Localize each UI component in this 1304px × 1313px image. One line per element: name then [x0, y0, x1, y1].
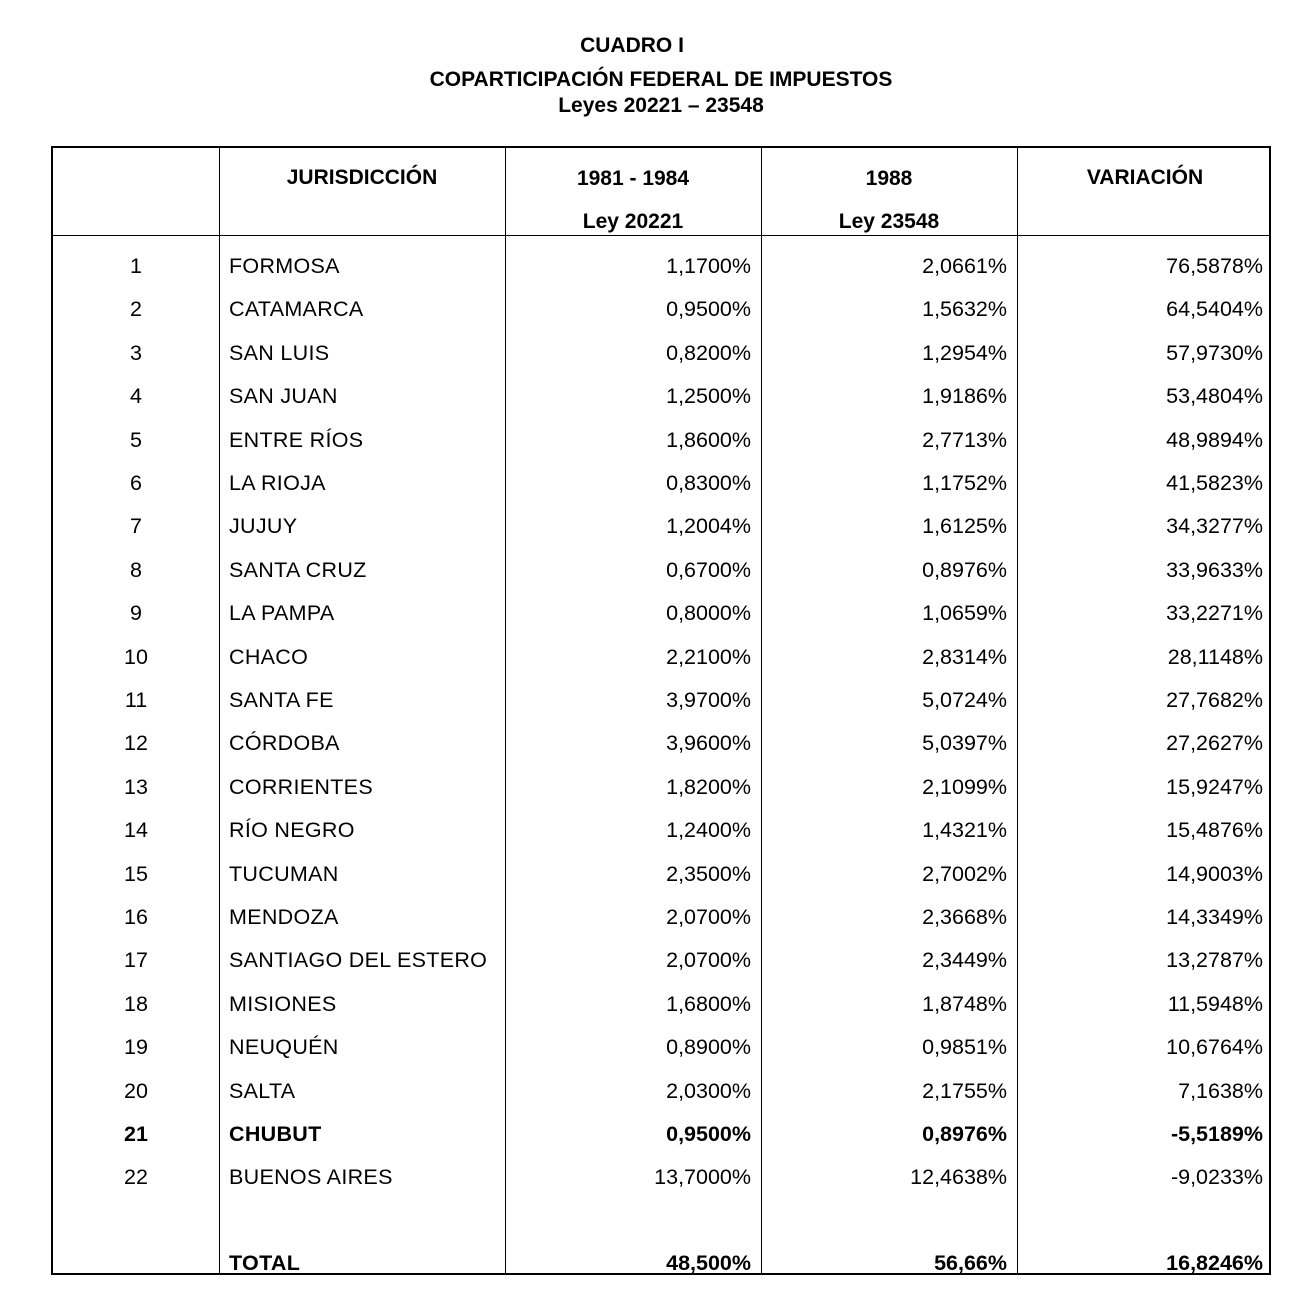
- period1-share: 0,8900%: [666, 1035, 751, 1060]
- period2-share: 1,5632%: [922, 297, 1007, 322]
- period1-share: 1,2500%: [666, 384, 751, 409]
- table-row: [53, 902, 1269, 932]
- table-row: [53, 642, 1269, 672]
- variation-value: 34,3277%: [1166, 514, 1263, 539]
- period1-share: 13,7000%: [654, 1165, 751, 1190]
- table-row: [53, 1032, 1269, 1062]
- variation-value: 53,4804%: [1166, 384, 1263, 409]
- jurisdiction-name: SANTIAGO DEL ESTERO: [229, 948, 488, 973]
- period2-share: 0,8976%: [922, 557, 1007, 582]
- table-row: [53, 555, 1269, 585]
- table-row: [53, 511, 1269, 541]
- variation-value: 15,9247%: [1166, 774, 1263, 799]
- jurisdiction-name: BUENOS AIRES: [229, 1165, 393, 1190]
- total-row: [53, 1248, 1269, 1278]
- period2-share: 0,9851%: [922, 1035, 1007, 1060]
- period2-share: 5,0397%: [922, 731, 1007, 756]
- period1-share: 1,8200%: [666, 774, 751, 799]
- period1-share: 2,0300%: [666, 1078, 751, 1103]
- document-title: COPARTICIPACIÓN FEDERAL DE IMPUESTOS: [429, 68, 893, 91]
- jurisdiction-name: ENTRE RÍOS: [229, 427, 364, 452]
- table-row: [53, 1162, 1269, 1192]
- period1-share: 1,1700%: [666, 254, 751, 278]
- period1-share: 2,0700%: [666, 948, 751, 973]
- total-variacion: 16,8246%: [1166, 1251, 1263, 1275]
- row-number: 8: [130, 557, 142, 582]
- row-number: 1: [130, 254, 142, 278]
- variation-value: 13,2787%: [1166, 948, 1263, 973]
- total-period2: 56,66%: [934, 1251, 1007, 1275]
- period1-share: 0,8200%: [666, 340, 751, 365]
- table-row: [53, 294, 1269, 324]
- document-subtitle: Leyes 20221 – 23548: [558, 94, 764, 117]
- header-period2-law: Ley 23548: [838, 210, 940, 233]
- total-period1: 48,500%: [666, 1251, 751, 1275]
- period2-share: 1,1752%: [922, 471, 1007, 495]
- period1-share: 1,2004%: [666, 514, 751, 539]
- row-number: 20: [124, 1078, 148, 1103]
- jurisdiction-name: SAN LUIS: [229, 340, 330, 365]
- jurisdiction-name: LA PAMPA: [229, 601, 335, 626]
- row-number: 2: [130, 297, 142, 322]
- period1-share: 1,8600%: [666, 427, 751, 452]
- jurisdiction-name: SANTA FE: [229, 688, 334, 712]
- coparticipation-table: [51, 146, 1271, 1275]
- period2-share: 1,8748%: [922, 991, 1007, 1016]
- table-row: [53, 251, 1269, 281]
- jurisdiction-name: CHACO: [229, 644, 309, 669]
- header-period1: 1981 - 1984: [576, 167, 690, 190]
- period2-share: 1,9186%: [922, 384, 1007, 409]
- period2-share: 1,2954%: [922, 340, 1007, 365]
- period1-share: 2,2100%: [666, 644, 751, 669]
- period1-share: 3,9600%: [666, 731, 751, 756]
- header-divider: [53, 235, 1269, 236]
- variation-value: 48,9894%: [1166, 427, 1263, 452]
- period2-share: 2,3449%: [922, 948, 1007, 973]
- row-number: 12: [124, 731, 148, 756]
- period2-share: 2,0661%: [922, 254, 1007, 278]
- jurisdiction-name: CÓRDOBA: [229, 731, 340, 756]
- variation-value: -5,5189%: [1170, 1122, 1263, 1146]
- header-variacion: VARIACIÓN: [1086, 166, 1204, 189]
- row-number: 3: [130, 340, 142, 365]
- period2-share: 0,8976%: [922, 1122, 1007, 1146]
- row-number: 13: [124, 774, 148, 799]
- variation-value: 57,9730%: [1166, 340, 1263, 365]
- row-number: 15: [124, 861, 148, 886]
- variation-value: 33,9633%: [1166, 557, 1263, 582]
- period1-share: 0,8000%: [666, 601, 751, 626]
- jurisdiction-name: SANTA CRUZ: [229, 557, 367, 582]
- table-row: [53, 685, 1269, 715]
- period1-share: 0,6700%: [666, 557, 751, 582]
- jurisdiction-name: RÍO NEGRO: [229, 818, 355, 843]
- period2-share: 1,6125%: [922, 514, 1007, 539]
- jurisdiction-name: LA RIOJA: [229, 471, 326, 495]
- period1-share: 0,9500%: [666, 297, 751, 322]
- period2-share: 12,4638%: [910, 1165, 1007, 1190]
- row-number: 10: [124, 644, 148, 669]
- variation-value: 14,3349%: [1166, 905, 1263, 929]
- jurisdiction-name: MISIONES: [229, 991, 337, 1016]
- row-number: 21: [124, 1122, 148, 1146]
- variation-value: 33,2271%: [1166, 601, 1263, 626]
- variation-value: 41,5823%: [1166, 471, 1263, 495]
- jurisdiction-name: MENDOZA: [229, 905, 339, 929]
- table-row: [53, 772, 1269, 802]
- jurisdiction-name: CHUBUT: [229, 1122, 322, 1146]
- variation-value: 7,1638%: [1178, 1078, 1263, 1103]
- header-period2: 1988: [865, 167, 913, 190]
- jurisdiction-name: SALTA: [229, 1078, 296, 1103]
- variation-value: 27,2627%: [1166, 731, 1263, 756]
- period2-share: 2,1755%: [922, 1078, 1007, 1103]
- row-number: 22: [124, 1165, 148, 1190]
- jurisdiction-name: NEUQUÉN: [229, 1035, 339, 1060]
- table-row: [53, 1119, 1269, 1149]
- row-number: 6: [130, 471, 142, 495]
- row-number: 14: [124, 818, 148, 843]
- table-row: [53, 728, 1269, 758]
- period2-share: 1,4321%: [922, 818, 1007, 843]
- period2-share: 2,7002%: [922, 861, 1007, 886]
- period1-share: 3,9700%: [666, 688, 751, 712]
- row-number: 17: [124, 948, 148, 973]
- period1-share: 1,6800%: [666, 991, 751, 1016]
- row-number: 18: [124, 991, 148, 1016]
- row-number: 4: [130, 384, 142, 409]
- jurisdiction-name: JUJUY: [229, 514, 298, 539]
- row-number: 16: [124, 905, 148, 929]
- table-row: [53, 598, 1269, 628]
- period1-share: 0,9500%: [666, 1122, 751, 1146]
- table-row: [53, 945, 1269, 975]
- table-row: [53, 468, 1269, 498]
- total-label: TOTAL: [229, 1251, 301, 1275]
- row-number: 9: [130, 601, 142, 626]
- table-row: [53, 425, 1269, 455]
- period2-share: 2,7713%: [922, 427, 1007, 452]
- jurisdiction-name: TUCUMAN: [229, 861, 339, 886]
- variation-value: 14,9003%: [1166, 861, 1263, 886]
- period2-share: 5,0724%: [922, 688, 1007, 712]
- period2-share: 1,0659%: [922, 601, 1007, 626]
- period2-share: 2,8314%: [922, 644, 1007, 669]
- period1-share: 1,2400%: [666, 818, 751, 843]
- row-number: 5: [130, 427, 142, 452]
- variation-value: 28,1148%: [1167, 644, 1263, 669]
- table-row: [53, 815, 1269, 845]
- header-jurisdiccion: JURISDICCIÓN: [286, 166, 438, 189]
- variation-value: -9,0233%: [1170, 1165, 1263, 1190]
- row-number: 7: [130, 514, 142, 539]
- period1-share: 2,0700%: [666, 905, 751, 929]
- table-caption: CUADRO I: [580, 34, 684, 57]
- variation-value: 11,5948%: [1167, 991, 1263, 1016]
- table-row: [53, 1076, 1269, 1106]
- header-period1-law: Ley 20221: [582, 210, 684, 233]
- jurisdiction-name: CATAMARCA: [229, 297, 364, 322]
- period2-share: 2,3668%: [922, 905, 1007, 929]
- table-row: [53, 381, 1269, 411]
- jurisdiction-name: CORRIENTES: [229, 774, 373, 799]
- variation-value: 76,5878%: [1166, 254, 1263, 278]
- row-number: 19: [124, 1035, 148, 1060]
- period1-share: 0,8300%: [666, 471, 751, 495]
- variation-value: 10,6764%: [1166, 1035, 1263, 1060]
- period1-share: 2,3500%: [666, 861, 751, 886]
- variation-value: 27,7682%: [1166, 688, 1263, 712]
- jurisdiction-name: SAN JUAN: [229, 384, 338, 409]
- variation-value: 15,4876%: [1166, 818, 1263, 843]
- table-row: [53, 989, 1269, 1019]
- variation-value: 64,5404%: [1166, 297, 1263, 322]
- period2-share: 2,1099%: [922, 774, 1007, 799]
- jurisdiction-name: FORMOSA: [229, 254, 340, 278]
- table-row: [53, 338, 1269, 368]
- row-number: 11: [124, 688, 148, 712]
- table-row: [53, 859, 1269, 889]
